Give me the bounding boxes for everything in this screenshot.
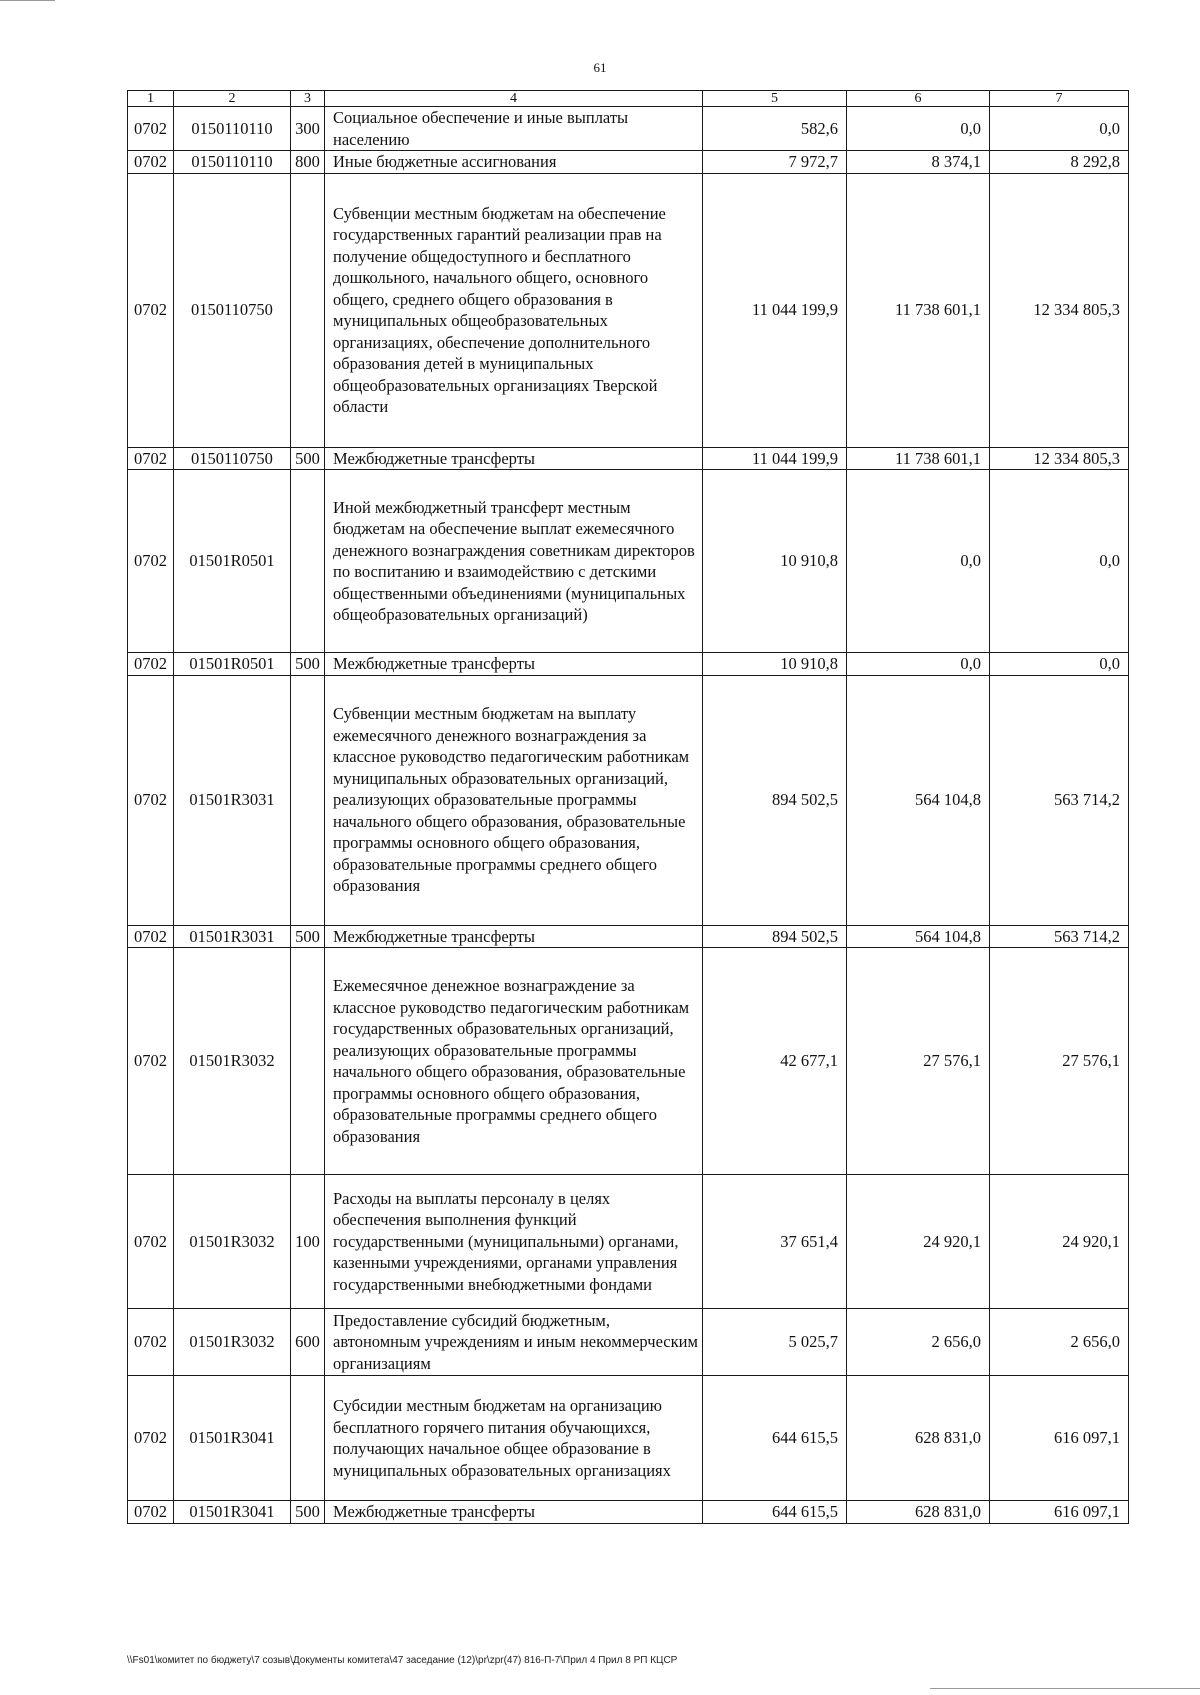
description-cell: Социальное обеспечение и иные выплаты населению <box>325 107 703 151</box>
table-row <box>128 1501 1129 1524</box>
expense-type-cell: 800 <box>291 151 325 174</box>
section-cell: 0702 <box>128 1501 174 1524</box>
header-col-1: 1 <box>128 91 174 107</box>
amount-col6-cell: 628 831,0 <box>847 1376 990 1501</box>
header-col-6: 6 <box>847 91 990 107</box>
table-row <box>128 107 1129 151</box>
amount-col5-cell: 582,6 <box>703 107 847 151</box>
target-code-cell: 01501R3041 <box>174 1376 291 1501</box>
description-cell: Ежемесячное денежное вознаграждение за классное руководство педагогическим работникам государственных образовательных организаций, реализующих образовательные программы начального общего образования, образовательные программы основного общего образования, образовательные программы среднего общего образования <box>325 948 703 1175</box>
header-col-2: 2 <box>174 91 291 107</box>
table-row <box>128 1309 1129 1376</box>
section-cell: 0702 <box>128 173 174 447</box>
amount-col5-cell: 11 044 199,9 <box>703 173 847 447</box>
description-cell: Межбюджетные трансферты <box>325 925 703 948</box>
table-row <box>128 447 1129 470</box>
amount-col6-cell: 11 738 601,1 <box>847 447 990 470</box>
amount-col5-cell: 11 044 199,9 <box>703 447 847 470</box>
section-cell: 0702 <box>128 1175 174 1309</box>
amount-col7-cell: 616 097,1 <box>990 1376 1129 1501</box>
amount-col7-cell: 8 292,8 <box>990 151 1129 174</box>
target-code-cell: 01501R3031 <box>174 925 291 948</box>
section-cell: 0702 <box>128 107 174 151</box>
amount-col7-cell: 12 334 805,3 <box>990 173 1129 447</box>
amount-col6-cell: 24 920,1 <box>847 1175 990 1309</box>
amount-col7-cell: 0,0 <box>990 653 1129 676</box>
amount-col5-cell: 894 502,5 <box>703 675 847 925</box>
section-cell: 0702 <box>128 925 174 948</box>
amount-col7-cell: 0,0 <box>990 470 1129 653</box>
amount-col6-cell: 11 738 601,1 <box>847 173 990 447</box>
section-cell: 0702 <box>128 1309 174 1376</box>
section-cell: 0702 <box>128 675 174 925</box>
target-code-cell: 01501R0501 <box>174 470 291 653</box>
amount-col6-cell: 0,0 <box>847 107 990 151</box>
expense-type-cell: 300 <box>291 107 325 151</box>
section-cell: 0702 <box>128 948 174 1175</box>
description-cell: Иные бюджетные ассигнования <box>325 151 703 174</box>
description-cell: Межбюджетные трансферты <box>325 447 703 470</box>
table-row <box>128 653 1129 676</box>
amount-col5-cell: 7 972,7 <box>703 151 847 174</box>
expense-type-cell: 500 <box>291 925 325 948</box>
amount-col7-cell: 27 576,1 <box>990 948 1129 1175</box>
expense-type-cell: 500 <box>291 653 325 676</box>
amount-col5-cell: 10 910,8 <box>703 470 847 653</box>
expense-type-cell <box>291 470 325 653</box>
expense-type-cell: 500 <box>291 1501 325 1524</box>
scan-edge-line <box>0 0 55 1</box>
amount-col6-cell: 0,0 <box>847 653 990 676</box>
target-code-cell: 01501R3032 <box>174 1175 291 1309</box>
amount-col5-cell: 42 677,1 <box>703 948 847 1175</box>
expense-type-cell: 600 <box>291 1309 325 1376</box>
page-number: 61 <box>593 60 607 75</box>
table-row <box>128 173 1129 447</box>
table-row <box>128 151 1129 174</box>
section-cell: 0702 <box>128 151 174 174</box>
amount-col5-cell: 10 910,8 <box>703 653 847 676</box>
expense-type-cell: 100 <box>291 1175 325 1309</box>
amount-col5-cell: 37 651,4 <box>703 1175 847 1309</box>
amount-col7-cell: 24 920,1 <box>990 1175 1129 1309</box>
target-code-cell: 0150110110 <box>174 151 291 174</box>
expense-type-cell <box>291 173 325 447</box>
table-row <box>128 675 1129 925</box>
amount-col6-cell: 564 104,8 <box>847 675 990 925</box>
target-code-cell: 0150110110 <box>174 107 291 151</box>
amount-col7-cell: 563 714,2 <box>990 925 1129 948</box>
section-cell: 0702 <box>128 653 174 676</box>
expense-type-cell: 500 <box>291 447 325 470</box>
table-row <box>128 1376 1129 1501</box>
amount-col5-cell: 644 615,5 <box>703 1501 847 1524</box>
description-cell: Расходы на выплаты персоналу в целях обеспечения выполнения функций государственными (муниципальными) органами, казенными учреждениями, органами управления государственными внебюджетными фондами <box>325 1175 703 1309</box>
amount-col5-cell: 5 025,7 <box>703 1309 847 1376</box>
amount-col5-cell: 894 502,5 <box>703 925 847 948</box>
budget-table <box>127 90 1129 1524</box>
header-col-3: 3 <box>291 91 325 107</box>
amount-col6-cell: 27 576,1 <box>847 948 990 1175</box>
expense-type-cell <box>291 1376 325 1501</box>
table-header-row <box>128 91 1129 107</box>
target-code-cell: 0150110750 <box>174 447 291 470</box>
section-cell: 0702 <box>128 447 174 470</box>
amount-col7-cell: 616 097,1 <box>990 1501 1129 1524</box>
expense-type-cell <box>291 948 325 1175</box>
scan-bottom-line <box>930 1688 1200 1689</box>
description-cell: Субвенции местным бюджетам на выплату ежемесячного денежного вознаграждения за классное руководство педагогическим работникам муниципальных образовательных организаций, реализующих образовательные программы начального общего образования, образовательные программы основного общего образования, образовательные программы среднего общего образования <box>325 675 703 925</box>
amount-col7-cell: 0,0 <box>990 107 1129 151</box>
target-code-cell: 01501R0501 <box>174 653 291 676</box>
header-col-5: 5 <box>703 91 847 107</box>
file-path-footer: \\Fs01\комитет по бюджету\7 созыв\Документы комитета\47 заседание (12)\pr\zpr(47) 816-П-7\Прил 4 Прил 8 РП КЦСР <box>127 1655 678 1666</box>
description-cell: Субсидии местным бюджетам на организацию бесплатного горячего питания обучающихся, получающих начальное общее образование в муниципальных образовательных организациях <box>325 1376 703 1501</box>
description-cell: Предоставление субсидий бюджетным, автономным учреждениям и иным некоммерческим организациям <box>325 1309 703 1376</box>
target-code-cell: 01501R3031 <box>174 675 291 925</box>
expense-type-cell <box>291 675 325 925</box>
target-code-cell: 01501R3041 <box>174 1501 291 1524</box>
amount-col6-cell: 564 104,8 <box>847 925 990 948</box>
amount-col7-cell: 12 334 805,3 <box>990 447 1129 470</box>
description-cell: Межбюджетные трансферты <box>325 1501 703 1524</box>
description-cell: Субвенции местным бюджетам на обеспечение государственных гарантий реализации прав на получение общедоступного и бесплатного дошкольного, начального общего, основного общего, среднего общего образования в муниципальных общеобразовательных организациях, обеспечение дополнительного образования детей в муниципальных общеобразовательных организациях Тверской области <box>325 173 703 447</box>
description-cell: Межбюджетные трансферты <box>325 653 703 676</box>
target-code-cell: 0150110750 <box>174 173 291 447</box>
target-code-cell: 01501R3032 <box>174 948 291 1175</box>
header-col-7: 7 <box>990 91 1129 107</box>
table-row <box>128 948 1129 1175</box>
amount-col6-cell: 8 374,1 <box>847 151 990 174</box>
amount-col6-cell: 2 656,0 <box>847 1309 990 1376</box>
table-row <box>128 1175 1129 1309</box>
amount-col6-cell: 628 831,0 <box>847 1501 990 1524</box>
section-cell: 0702 <box>128 1376 174 1501</box>
amount-col5-cell: 644 615,5 <box>703 1376 847 1501</box>
table-row <box>128 470 1129 653</box>
table-row <box>128 925 1129 948</box>
header-col-4: 4 <box>325 91 703 107</box>
section-cell: 0702 <box>128 470 174 653</box>
amount-col6-cell: 0,0 <box>847 470 990 653</box>
amount-col7-cell: 2 656,0 <box>990 1309 1129 1376</box>
target-code-cell: 01501R3032 <box>174 1309 291 1376</box>
amount-col7-cell: 563 714,2 <box>990 675 1129 925</box>
description-cell: Иной межбюджетный трансферт местным бюджетам на обеспечение выплат ежемесячного денежного вознаграждения советникам директоров по воспитанию и взаимодействию с детскими общественными объединениями (муниципальных общеобразовательных организаций) <box>325 470 703 653</box>
